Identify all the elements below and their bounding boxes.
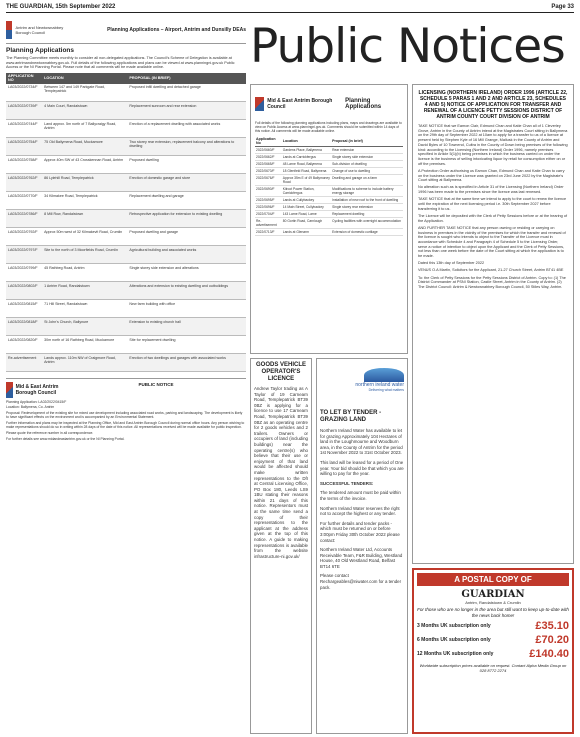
abc-logo: Antrim and Newtownabbey Borough Council bbox=[6, 19, 66, 41]
postal-footer: Worldwide subscription prices available on request. Contact Alpha Media Group on 028 8772 2274 bbox=[419, 663, 567, 673]
niw-para: Northern Ireland Water has available to let for grazing Approximately 104 Hectares of land in the Loughmourne and Woodburn area, in the County of Antrim for the period 1st November 2022 to 31st October 2023. bbox=[320, 428, 403, 456]
table-row bbox=[6, 228, 246, 246]
subscription-price bbox=[417, 634, 569, 646]
abc-intro: The Planning Committee meets monthly to consider all non-delegated applications. The Council's Scheme of Delegation is available at www.antrimandnewtownabbey.gov.uk. Full details of the following applications and plans can be viewed at www.planningni.gov.uk Public Access or the NI Planning Portal. Please note that all comments will be made available online. bbox=[6, 56, 235, 70]
table-cell: Erection of domestic garage and store bbox=[127, 174, 246, 192]
council-crest-icon bbox=[6, 382, 13, 398]
table-cell: 86 Lylehill Road, Templepatrick bbox=[42, 174, 127, 192]
notice-proposal: Proposal: Redevelopment of the existing site for mixed use development including associated road works, parking and landscaping. The development is likely to have significant effects on the environment and is accompanied by an Environmental Statement. bbox=[6, 411, 243, 420]
meabc-logo: Mid & East Antrim Borough Council bbox=[6, 382, 62, 398]
table-row bbox=[6, 264, 246, 282]
licensing-para: A Protection Order authorising us Eamon Chan, Edmund Chan and Katie Chan to carry on the business under the Licence was granted on 23rd June 2022 by the Magistrate's Court sitting at Ballymena. bbox=[418, 168, 565, 183]
subscription-amount: £35.10 bbox=[535, 620, 569, 632]
table-row bbox=[6, 318, 246, 336]
table-cell: 71 Hill Street, Randalstown bbox=[42, 300, 127, 318]
paper-date: THE GUARDIAN, 15th September 2022 bbox=[6, 4, 116, 10]
table-cell: LA03/2022/0754/F bbox=[6, 138, 42, 156]
table-cell: Gardens Place, Ballymena bbox=[282, 147, 331, 154]
table-row bbox=[6, 354, 246, 372]
table-cell: 1 Antrim Road, Randalstown bbox=[42, 282, 127, 300]
notice-title: PUBLIC NOTICE bbox=[138, 382, 174, 388]
table-cell: LA03/2022/0739/F bbox=[6, 102, 42, 120]
table-cell: Sub-division of dwelling bbox=[331, 161, 403, 168]
notice-reference: Please quote the reference number in all correspondence. bbox=[6, 431, 94, 435]
planning-table bbox=[255, 136, 403, 236]
council-crest-icon bbox=[255, 97, 264, 111]
table-row bbox=[255, 204, 403, 211]
table-cell: LA03/2022/0770/F bbox=[6, 192, 42, 210]
postal-head: A POSTAL COPY OF bbox=[417, 573, 569, 586]
column-header: Location bbox=[282, 136, 331, 147]
table-cell: Lands at Carrickfergus bbox=[282, 154, 331, 161]
column-header: APPLICATION NO bbox=[6, 73, 42, 84]
licensing-para: The Licence will be deposited with the Clerk of Petty Sessions before or at the hearing of the Application. bbox=[418, 213, 568, 223]
table-cell: Cycling facilities with overnight accommodation bbox=[331, 218, 403, 229]
niw-title: TO LET BY TENDER - GRAZING LAND bbox=[320, 410, 382, 423]
planning-intro: Full details of the following planning applications including plans, maps and drawings are available to view on Public Access at www.planningni.gov.uk. Comments should be submitted within 14 days of this notice. All comments will be made available online. bbox=[255, 121, 402, 133]
table-row bbox=[255, 197, 403, 204]
subscription-price bbox=[417, 648, 569, 660]
table-cell: 30m north of 16 Rathbeg Road, Muckamore bbox=[42, 336, 127, 354]
subscription-price bbox=[417, 620, 569, 632]
table-cell: LA03/2022/0802/F bbox=[6, 282, 42, 300]
subscription-amount: £140.40 bbox=[529, 648, 569, 660]
table-cell: Installation of new roof to the front of dwelling bbox=[331, 197, 403, 204]
niw-para: The tendered amount must be paid within the terms of the invoice. bbox=[320, 490, 401, 501]
abc-section-title: Planning Applications bbox=[6, 47, 75, 54]
licensing-para: TAKE NOTICE that at the same time we intend to apply to the court to renew the licence until the expiration of the next licensing period i.e. 30th September 2027 before transferring it to us. bbox=[418, 197, 567, 211]
table-row bbox=[255, 218, 403, 229]
table-cell: 4 Main Court, Randalstown bbox=[42, 102, 127, 120]
goods-body: Andrew Taylor trading as A Taylor of 19 Carnearn Road, Templepatrick BT39 0BZ is applying for a licence to use 17 Carnearn Road, Templepatrick BT39 0BZ as an operating centre for 2 goods vehicles and 2 trailers. Owners or occupiers of land (including buildings) near the operating centre(s) who believe that their use or enjoyment of that land would be affected should make written representations to the DfI at Central Licensing Office, PO Box 180, Leeds LS9 1BU stating their reasons within 21 days of this notice. Representors must at the same time send a copy of their representations to the applicant at the address given at the top of this notice. A guide to making representations is available from the website infrastructure-ni.gov.uk/ bbox=[254, 386, 308, 559]
table-cell: Rear extension bbox=[331, 147, 403, 154]
table-row bbox=[6, 120, 246, 138]
table-cell: 2022/0696/F bbox=[255, 204, 282, 211]
table-cell: 2022/0695/F bbox=[255, 197, 282, 204]
table-cell: 75 Old Ballymena Road, Muckamore bbox=[42, 138, 127, 156]
table-cell: Replacement sunroom and rear extension bbox=[127, 102, 246, 120]
abc-planning-column bbox=[6, 16, 246, 732]
ni-water-logo: northern ireland water Delivering what matters bbox=[320, 362, 404, 398]
niw-para: SUCCESSFUL TENDERS: bbox=[320, 480, 374, 486]
page-title: Public Notices bbox=[250, 19, 565, 74]
table-cell: Approx 50m west of 32 Kilmakevit Road, Crumlin bbox=[42, 228, 127, 246]
table-cell: Extension to existing church hall bbox=[127, 318, 246, 336]
subscription-label: 3 Months UK subscription only bbox=[417, 623, 491, 629]
table-cell: St John's Church, Ballynure bbox=[42, 318, 127, 336]
table-cell: Lands at Glenarm bbox=[282, 229, 331, 236]
table-cell: LA03/2022/0820/F bbox=[6, 336, 42, 354]
table-cell: Replacement dwelling and garage bbox=[127, 192, 246, 210]
page-header bbox=[6, 2, 574, 12]
notice-application: Planning Application: LA02/2022/0415/F bbox=[6, 399, 67, 404]
guardian-logo: GUARDIAN bbox=[461, 589, 525, 600]
table-row bbox=[6, 246, 246, 264]
goods-vehicle-notice bbox=[250, 358, 312, 734]
table-row bbox=[255, 147, 403, 154]
notice-location: Location: Ballymena, Co. Antrim bbox=[6, 405, 55, 410]
table-cell: New farm building with office bbox=[127, 300, 246, 318]
table-row bbox=[255, 154, 403, 161]
table-cell: Alterations and extension to existing dwelling and outbuildings bbox=[127, 282, 246, 300]
table-cell: 2022/0690/F bbox=[255, 186, 282, 197]
goods-title: GOODS VEHICLE OPERATOR'S LICENCE bbox=[255, 362, 306, 382]
table-cell: Approx 35m E of 49 Ballymoney Road bbox=[282, 176, 330, 184]
table-cell: 2022/0676/F bbox=[255, 175, 282, 186]
table-row bbox=[6, 300, 246, 318]
table-cell: 34 Kilmakee Road, Templepatrick bbox=[42, 192, 127, 210]
table-row bbox=[6, 210, 246, 228]
table-row bbox=[6, 282, 246, 300]
licensing-para: AND FURTHER TAKE NOTICE that any person owning or residing or carrying on business in premises in the vicinity of the premises for which the transfer and renewal of the licence is sought who intends to object to the Transfer of the Licence must in accordance with Schedule 4 and Paragraph 4 of Schedule 5 to the Licensing Order, serve a notice of intention to object upon the Applicant and the Clerk of Petty Sessions, not less than one week before the date of the Court sitting at which the application is to be made. bbox=[418, 225, 566, 259]
ni-water-notice bbox=[316, 358, 408, 734]
postal-intro: For those who are no longer in the area but still want to keep up-to-date with the news back home! bbox=[417, 607, 569, 618]
meabc-logo: Mid & East Antrim Borough Council bbox=[255, 97, 345, 111]
table-cell: 2022/0662/F bbox=[255, 154, 282, 161]
table-cell: 48 Larne Road, Ballymena bbox=[282, 161, 331, 168]
table-cell: LA03/2022/0797/F bbox=[6, 246, 42, 264]
water-drop-icon bbox=[364, 368, 404, 382]
column-header: PROPOSAL (IN BRIEF) bbox=[127, 73, 246, 84]
table-cell: Two storey rear extension, replacement balcony and alterations to dwelling bbox=[127, 138, 246, 156]
table-row bbox=[6, 138, 246, 156]
table-cell: 2022/0660/F bbox=[255, 147, 282, 154]
table-cell: Re-advertisement bbox=[6, 354, 42, 372]
table-cell: Proposed dwelling bbox=[127, 156, 246, 174]
licensing-copy-to: To: the Clerk of Petty Sessions for the Petty Sessions District of Antrim. Copy to: (1) The District Commander at PSNI Station, Castle Street, Antrim in the County of Antrim. (2) The District Council: Antrim & Newtownabbey Borough Council, 50 Stiles Way, Antrim. bbox=[418, 275, 566, 290]
subscription-label: 12 Months UK subscription only bbox=[417, 651, 494, 657]
licensing-solicitor: VENUS O.A Martin, Solicitors for the Applicant, 21-27 Church Street, Antrim BT41 4BE bbox=[418, 268, 564, 273]
meabc-public-notice bbox=[6, 378, 246, 441]
table-row bbox=[255, 168, 403, 175]
table-cell: LA03/2022/0762/F bbox=[6, 174, 42, 192]
licensing-date: Dated this 13th day of September 2022 bbox=[418, 261, 485, 266]
subscription-amount: £70.20 bbox=[535, 634, 569, 646]
table-cell: 2022/0713/F bbox=[255, 229, 282, 236]
niw-para: Northern Ireland Water reserves the right not to accept the highest or any tender. bbox=[320, 505, 400, 517]
table-cell: Site for replacement dwelling bbox=[127, 336, 246, 354]
table-cell: Extension of domestic curtilage bbox=[331, 229, 403, 236]
table-row bbox=[6, 156, 246, 174]
table-cell: LA03/2022/0818/F bbox=[6, 318, 42, 336]
page-number: Page 33 bbox=[551, 4, 574, 10]
table-row bbox=[255, 186, 403, 197]
table-cell: 18 Glenfield Road, Ballymena bbox=[282, 168, 331, 175]
table-cell: Land approx. 5m north of 7 Ballycraigy Road, Antrim bbox=[42, 120, 127, 138]
table-cell: Re-advertisement bbox=[255, 218, 282, 229]
table-cell: Erection of a replacement dwelling with associated works bbox=[127, 120, 246, 138]
table-cell: LA03/2022/0744/F bbox=[6, 120, 42, 138]
planning-title: Planning Applications bbox=[345, 98, 382, 110]
abc-title: Planning Applications – Airport, Antrim and Dunsilly DEAs bbox=[107, 26, 246, 33]
table-cell: Between 147 and 149 Parkgate Road, Templepatrick bbox=[42, 84, 127, 102]
table-cell: Kilroot Power Station, Carrickfergus bbox=[282, 186, 331, 197]
table-cell: Site to the north of 3 Moorfields Road, Crumlin bbox=[42, 246, 127, 264]
table-cell: 80 Gortin Road, Carnlough bbox=[282, 218, 331, 229]
table-cell: Retrospective application for extension to existing dwelling bbox=[127, 210, 246, 228]
postal-copy-advert bbox=[412, 568, 574, 734]
table-cell: LA03/2022/0815/F bbox=[6, 300, 42, 318]
table-cell: Single storey rear extension bbox=[331, 204, 403, 211]
table-cell: 2022/0704/F bbox=[255, 211, 282, 218]
table-cell: Proposed dwelling and garage bbox=[127, 228, 246, 246]
table-cell: Replacement dwelling bbox=[331, 211, 403, 218]
niw-address: Northern Ireland Water Ltd, Accounts Receivable Team, F&R Building, Westland House, 40 Old Westland Road, Belfast BT14 6TE bbox=[320, 547, 403, 569]
niw-contact: Please contact Rechargeables@niwater.com for a tender pack. bbox=[320, 573, 402, 590]
table-row bbox=[255, 161, 403, 168]
licensing-para: TAKE NOTICE that we Eamon Clair, Edmund Chan and Katie Chan all of 1 Cleverley Grove, Antrim in the County of Antrim intend at the Magistrates Court sitting in Ballymena on the 29th day of September 2022 at 10am to apply for a transfer to us of a licence at present held by Stephen Kyle of 16 Mill Grange, Mallusk in the County of Antrim and David Byles of 10 Townend, Cultra in the County of Down being premises of the following kind: according to the Licensing (Northern Ireland) Order 1996, namely premises specified in Article 5(1)(b) being premises in which the business carried on under the licence is the business of selling intoxicating liquor by retail for consumption either on or off the premises. bbox=[418, 124, 568, 166]
table-row bbox=[6, 174, 246, 192]
table-cell: Modifications to scheme to include battery energy storage bbox=[331, 186, 403, 197]
meabc-planning-box bbox=[250, 84, 408, 354]
table-cell: Lands approx. 110m NW of Craigmore Road, Antrim bbox=[42, 354, 127, 372]
subscription-label: 6 Months UK subscription only bbox=[417, 637, 491, 643]
table-cell: Single storey side extension bbox=[331, 154, 403, 161]
table-cell: Lands at Cullybackey bbox=[282, 197, 331, 204]
table-row bbox=[6, 84, 246, 102]
notice-further: For further details see www.midandeastantrim.gov.uk or the NI Planning Portal. bbox=[6, 436, 125, 441]
table-cell: Change of use to dwelling bbox=[331, 168, 403, 175]
column-header: Proposal (in brief) bbox=[331, 136, 403, 147]
table-cell: LA03/2022/0734/F bbox=[6, 84, 42, 102]
table-cell: Agricultural building and associated works bbox=[127, 246, 246, 264]
notice-inspection: Further information and plans may be inspected at the Planning Office, Mid and East Antrim Borough Council during normal office hours. Any person wishing to make representations should do so in writing within 28 days of the date of this notice. All representations received will be made available for public inspection. bbox=[6, 421, 245, 430]
abc-applications-table bbox=[6, 73, 246, 373]
column-header: Application No bbox=[255, 136, 282, 147]
table-cell: 8 Mill Row, Randalstown bbox=[42, 210, 127, 228]
abc-header bbox=[6, 16, 246, 44]
table-row bbox=[255, 211, 403, 218]
guardian-tagline: Antrim, Randalstown & Crumlin bbox=[465, 600, 521, 605]
table-row bbox=[6, 102, 246, 120]
table-cell: 45 Rathbeg Road, Antrim bbox=[42, 264, 127, 282]
table-cell: 143 Larne Road, Larne bbox=[282, 211, 331, 218]
header-rule bbox=[6, 12, 574, 13]
niw-para: This land will be leased for a period of One year. Your bid should be that which you are willing to pay for the year. bbox=[320, 459, 404, 477]
table-cell: LA03/2022/0758/F bbox=[6, 156, 42, 174]
table-cell: LA03/2022/0792/F bbox=[6, 228, 42, 246]
table-cell: LA03/2022/0786/F bbox=[6, 210, 42, 228]
table-cell: 2022/0665/F bbox=[255, 161, 282, 168]
table-row bbox=[255, 229, 403, 236]
table-cell: Dwelling and garage on a farm bbox=[331, 175, 403, 186]
column-header: LOCATION bbox=[42, 73, 127, 84]
table-row bbox=[6, 336, 246, 354]
table-cell: 14 Main Street, Cullybackey bbox=[282, 204, 331, 211]
table-cell: Approx 40m SW of 43 Crosskennan Road, Antrim bbox=[42, 156, 127, 174]
table-row bbox=[255, 175, 403, 186]
niw-para: For further details and tender packs - which must be returned on or before 3:00pm Friday 30th October 2022 please contact: bbox=[320, 520, 400, 543]
table-cell: Erection of two dwellings and garages with associated works bbox=[127, 354, 246, 372]
licensing-para: No alteration such as is specified in Article 31 of the Licensing (Northern Ireland) Order 1996 has been made to the premises since the licence was last renewed. bbox=[418, 185, 564, 195]
licensing-title: LICENSING (NORTHERN IRELAND) ORDER 1996 (ARTICLE 22, SCHEDULE 5 PARAS 1 AND 2 AND ARTICLE 23, SCHEDULES 4 AND 5) NOTICE OF APPLICATION FOR TRANSFER AND RENEWAL OF A LICENCE PETTY SESSIONS DISTRICT OF ANTRIM COUNTY COURT DIVISION OF ANTRIM bbox=[418, 90, 568, 120]
council-crest-icon bbox=[6, 21, 12, 39]
table-cell: Single storey side extension and alterations bbox=[127, 264, 246, 282]
table-cell: 2022/0670/F bbox=[255, 168, 282, 175]
table-cell: LA03/2022/0799/F bbox=[6, 264, 42, 282]
table-cell: Proposed infill dwelling and detached garage bbox=[127, 84, 246, 102]
table-row bbox=[6, 192, 246, 210]
licensing-notice bbox=[412, 84, 574, 564]
